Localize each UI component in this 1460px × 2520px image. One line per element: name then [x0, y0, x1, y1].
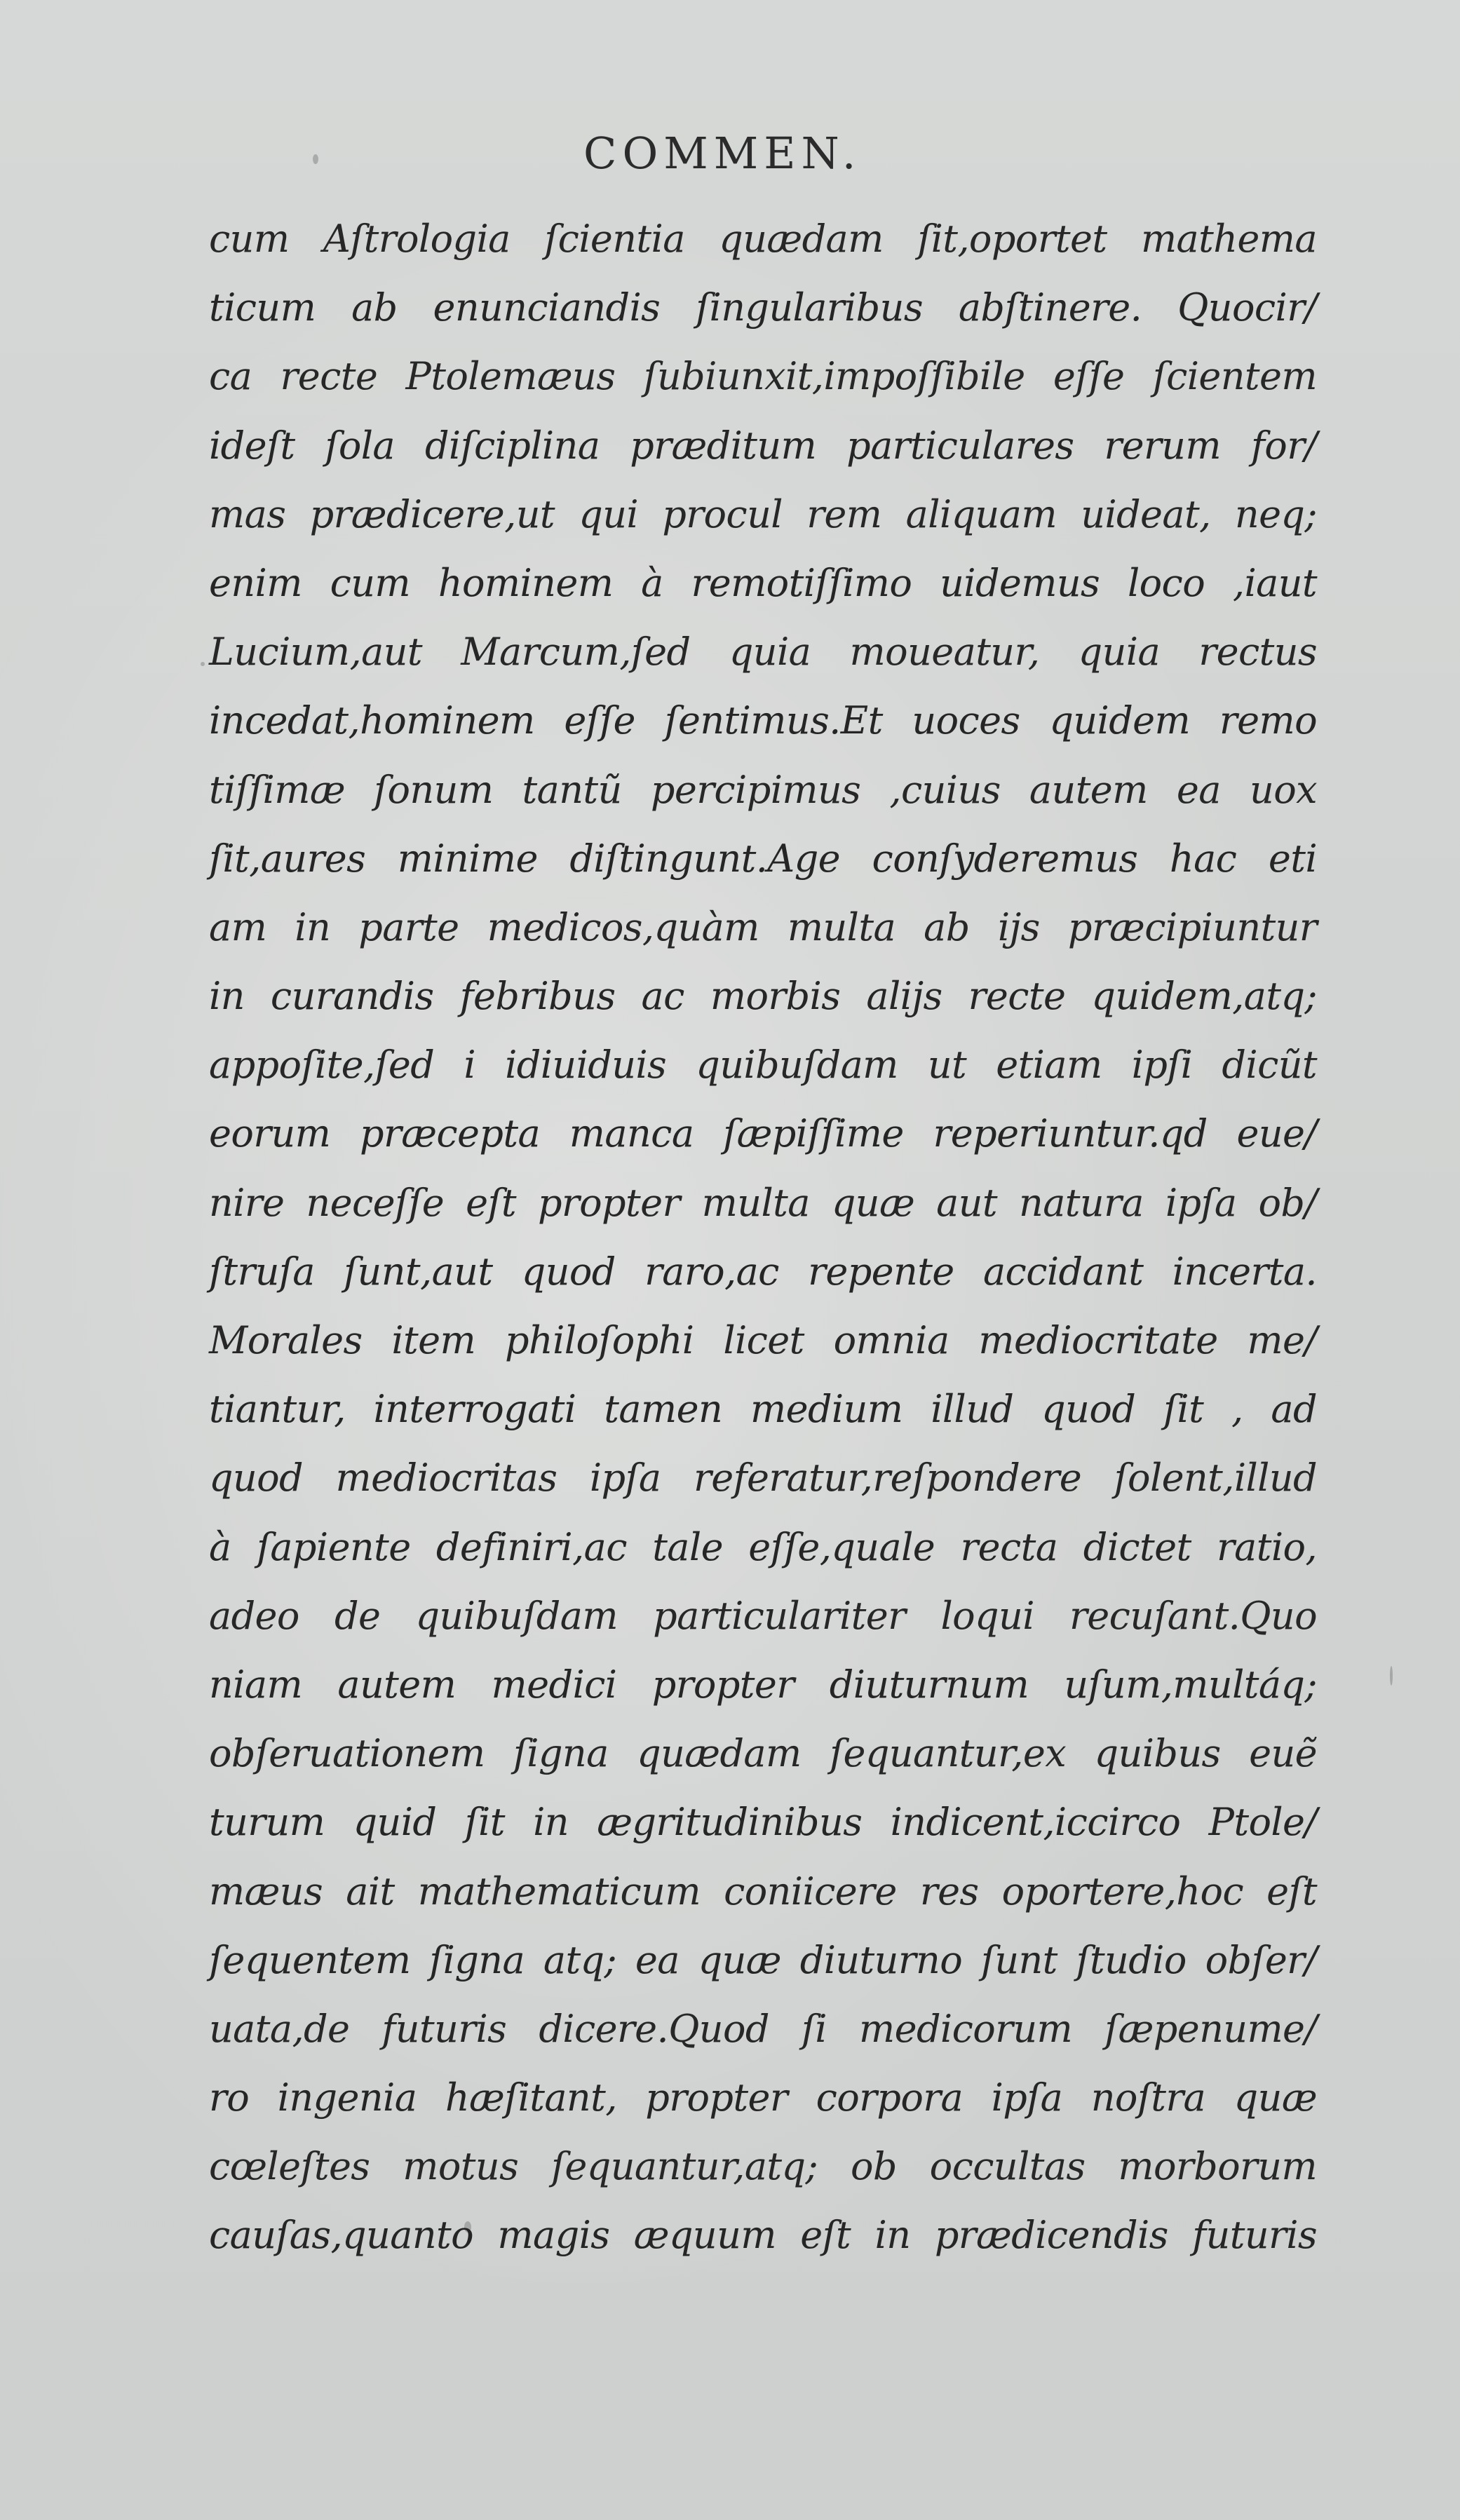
text-line: ſequentem ſigna atq; ea quæ diuturno ſunt ſtudio obſer/	[209, 1937, 1317, 1982]
running-header: COMMEN.	[583, 128, 862, 179]
text-line: Morales item philoſophi licet omnia mediocritate me/	[209, 1318, 1317, 1362]
text-line: ticum ab enunciandis ſingularibus abſtinere. Quocir/	[209, 285, 1317, 330]
text-line: obſeruationem ſigna quædam ſequantur,ex quibus euẽ	[209, 1731, 1317, 1776]
text-line: ideſt ſola diſciplina præditum particulares rerum for/	[209, 423, 1317, 468]
text-line: nire neceſſe eſt propter multa quæ aut natura ipſa ob/	[209, 1180, 1317, 1225]
text-line: ſtruſa ſunt,aut quod raro,ac repente accidant incerta.	[209, 1249, 1317, 1294]
text-line: Lucium,aut Marcum,ſed quia moueatur, quia rectus	[209, 630, 1317, 675]
text-line: adeo de quibuſdam particulariter loqui recuſant.Quo	[209, 1593, 1317, 1638]
text-line: mæus ait mathematicum coniicere res oportere,hoc eſt	[209, 1869, 1317, 1913]
body-text	[209, 205, 1317, 2270]
text-line: quod mediocritas ipſa referatur,reſpondere ſolent,illud	[209, 1456, 1317, 1501]
ink-speck	[201, 662, 205, 666]
text-line: tiſſimæ ſonum tantũ percipimus ,cuius autem ea uox	[209, 767, 1317, 812]
text-line: in curandis febribus ac morbis alijs recte quidem,atq;	[209, 974, 1317, 1019]
text-line: niam autem medici propter diuturnum uſum,multáq;	[209, 1662, 1317, 1707]
text-line: incedat,hominem eſſe ſentimus.Et uoces quidem remo	[209, 698, 1317, 743]
text-line: ſit,aures minime diſtingunt.Age conſyderemus hac eti	[209, 836, 1317, 881]
text-line: cum Aſtrologia ſcientia quædam ſit,oportet mathema	[209, 217, 1317, 261]
text-line: mas prædicere,ut qui procul rem aliquam uideat, neq;	[209, 492, 1317, 536]
text-line: eorum præcepta manca ſæpiſſime reperiuntur.qd eue/	[209, 1111, 1317, 1156]
text-line: uata,de futuris dicere.Quod ſi medicorum ſæpenume/	[209, 2006, 1317, 2051]
text-line: cœleſtes motus ſequantur,atq; ob occultas morborum	[209, 2144, 1317, 2189]
text-line: turum quid ſit in ægritudinibus indicent,iccirco Ptole/	[209, 1800, 1317, 1845]
text-line: am in parte medicos,quàm multa ab ijs præcipiuntur	[209, 905, 1317, 949]
text-line: cauſas,quanto magis æquum eſt in prædicendis futuris	[209, 2213, 1317, 2258]
text-line: enim cum hominem à remotiſſimo uidemus loco ,iaut	[209, 560, 1317, 605]
text-line: ro ingenia hæſitant, propter corpora ipſa noſtra quæ	[209, 2075, 1317, 2120]
text-line: tiantur, interrogati tamen medium illud quod ſit , ad	[209, 1387, 1317, 1432]
text-line: à ſapiente definiri,ac tale eſſe,quale recta dictet ratio,	[209, 1524, 1317, 1569]
ink-speck	[1390, 1666, 1393, 1686]
ink-speck	[313, 154, 318, 164]
text-line: appoſite,ſed i idiuiduis quibuſdam ut etiam ipſi dicũt	[209, 1043, 1317, 1088]
text-line: ca recte Ptolemæus ſubiunxit,impoſſibile eſſe ſcientem	[209, 354, 1317, 399]
